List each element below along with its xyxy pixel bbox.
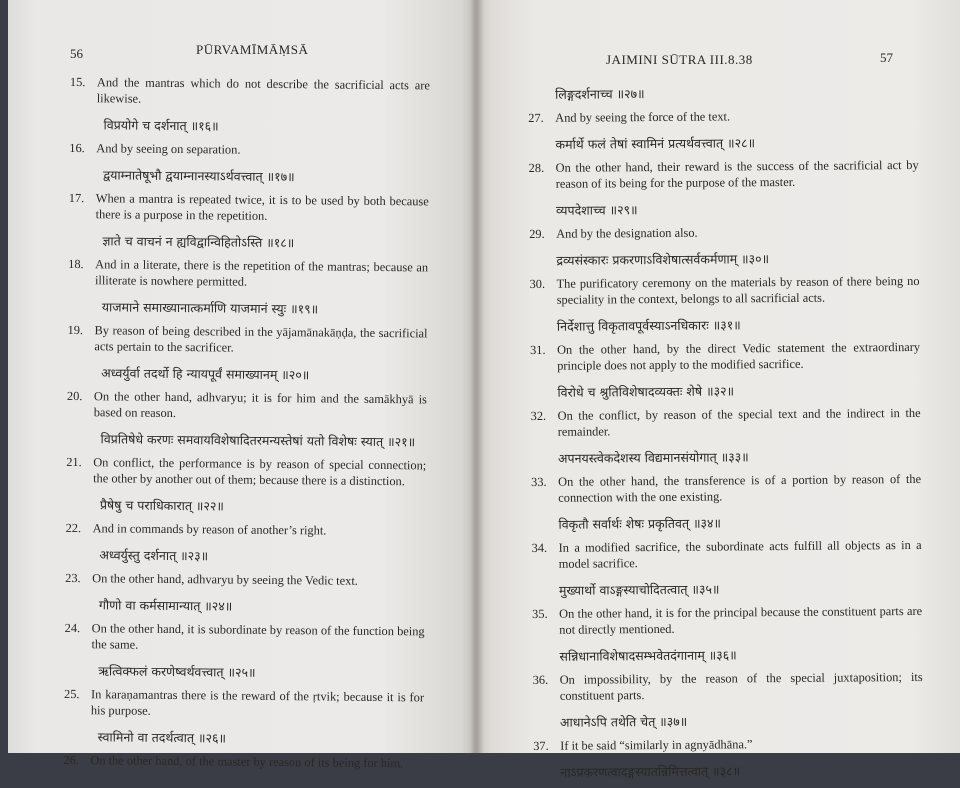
left-running-title: PŪRVAMĪMĀṂSĀ	[196, 42, 309, 57]
translation-text	[530, 339, 920, 374]
sutra-entry	[529, 199, 919, 252]
sutra-number: 26.	[63, 752, 79, 768]
sutra-entry	[532, 645, 923, 714]
translation-body: In karaṇamantras there is the reward of the ṛtvik; because it is for his purpose.	[90, 687, 425, 718]
sanskrit-sutra: अध्वर्युर्वा तदर्थो हि न्यायपूर्वं समाख्यानम् ॥२०॥	[101, 365, 310, 383]
sutra-number: 28.	[528, 160, 545, 175]
translation-text	[67, 322, 427, 357]
translation-text	[70, 74, 430, 109]
translation-body: On the other hand, by the direct Vedic statement the extraordinary principle does not apply to the modified sacrifice.	[557, 339, 921, 373]
sanskrit-sutra: विकृतौ सर्वार्थः शेषः प्रकृतिवत् ॥३४॥	[558, 515, 722, 532]
sanskrit-sutra: मुख्यार्थो वाऽङ्गस्याचोदितत्वात् ॥३५॥	[558, 581, 720, 598]
sanskrit-sutra: सन्निधानाविशेषादसम्भवेतदंगानाम् ॥३६॥	[559, 647, 737, 664]
sanskrit-sutra: नाऽप्रकरणत्वादङ्गस्यातन्निमित्तत्वात् ॥३८॥	[560, 763, 741, 780]
translation-body: And by seeing the force of the text.	[555, 109, 731, 125]
sanskrit-sutra: व्यपदेशाच्च ॥२९॥	[555, 202, 638, 218]
translation-body: On the other hand, the transference is of a portion by reason of the connection with the one existing.	[558, 471, 922, 505]
sutra-entry	[528, 83, 918, 136]
left-page	[8, 0, 476, 771]
translation-text	[66, 454, 426, 489]
left-page-number: 56	[70, 46, 83, 61]
translation-body: If it be said “similarly in agnyādhāna.”	[560, 737, 753, 753]
translation-text	[67, 388, 427, 423]
sutra-number: 15.	[69, 74, 86, 90]
translation-text	[65, 570, 425, 589]
translation-text	[531, 405, 921, 440]
translation-body: On the conflict, by reason of the special text and the indirect in the remainder.	[557, 405, 921, 439]
sanskrit-sutra: द्रव्यसंस्कारः प्रकरणाऽविशेषात्सर्वकर्मणाम् ॥३०॥	[556, 251, 770, 268]
sanskrit-sutra: प्रैषेषु च पराधिकारात् ॥२२॥	[99, 497, 225, 514]
sutra-number: 25.	[63, 686, 80, 702]
sanskrit-sutra: याजमाने समाख्यानात्कर्माणि याजमानं स्युः ॥१९॥	[101, 299, 319, 317]
translation-text	[529, 273, 919, 308]
sutra-number: 16.	[69, 140, 85, 156]
sutra-entry	[529, 249, 920, 318]
sutra-entry	[64, 596, 425, 665]
translation-body: And by the designation also.	[556, 225, 698, 241]
sanskrit-sutra: कर्मार्थे फलं तेषां स्वामिनं प्रत्यर्थवत्त्वात् ॥२८॥	[555, 135, 756, 152]
translation-body: When a mantra is repeated twice, it is to be used by both because there is a purpose in the repetition.	[95, 191, 429, 223]
sutra-entry	[68, 232, 429, 301]
sanskrit-sutra: गौणो वा कर्मसामान्यात् ॥२४॥	[98, 597, 233, 614]
sutra-number: 37.	[533, 738, 549, 753]
translation-text	[532, 603, 922, 638]
translation-body: And in commands by reason of another’s right.	[92, 521, 327, 538]
translation-body: In a modified sacrifice, the subordinate acts fulfill all objects as in a model sacrifice.	[558, 537, 922, 571]
sutra-entry	[65, 496, 425, 549]
sanskrit-sutra: विरोधे च श्रुतिविशेषादव्यक्तः शेषे ॥३२॥	[557, 383, 735, 400]
left-page-text	[63, 74, 430, 771]
sutra-entry	[67, 298, 428, 367]
sutra-number: 22.	[65, 520, 82, 536]
sutra-entry	[63, 728, 423, 771]
sutra-number: 27.	[528, 110, 544, 125]
sanskrit-sutra: ज्ञाते च वाचनं न ह्यविद्वान्विहितोऽस्ति ॥१८॥	[102, 233, 295, 251]
sutra-entry	[66, 430, 427, 499]
sutra-number: 30.	[529, 276, 546, 291]
sanskrit-sutra: आधानेऽपि तथेति चेत् ॥३७॥	[559, 713, 688, 730]
sanskrit-sutra: अध्वर्युस्तु दर्शनात् ॥२३॥	[99, 547, 209, 564]
sutra-entry	[64, 662, 425, 731]
book-gutter	[470, 0, 484, 753]
translation-body: On the other hand, adhvaryu by seeing the Vedic text.	[92, 571, 358, 588]
translation-body: On conflict, the performance is by reason of special connection; the other by another out of them; because there is a distinction.	[93, 455, 427, 489]
translation-body: The purificatory ceremony on the materials by reason of there being no speciality in the context, belongs to all sacrificial acts.	[556, 273, 920, 307]
translation-text	[533, 669, 923, 704]
translation-body: And in a literate, there is the repetition of the mantras; because an illiterate is nowhere permitted.	[94, 257, 429, 289]
right-page-number: 57	[880, 50, 893, 65]
sutra-entry	[68, 166, 429, 235]
translation-text	[531, 471, 921, 506]
sanskrit-sutra: निर्देशात्तु विकृतावपूर्वस्याऽनधिकारः ॥३१॥	[556, 317, 741, 334]
sutra-number: 24.	[64, 620, 81, 636]
right-page-text	[528, 83, 924, 788]
sanskrit-sutra: विप्रयोगे च दर्शनात् ॥१६॥	[103, 117, 219, 134]
sutra-entry	[531, 447, 922, 516]
sutra-number: 36.	[532, 672, 549, 687]
sutra-number: 32.	[530, 408, 547, 423]
sanskrit-sutra: अपनयस्त्वेकदेशस्य विद्यमानसंयोगात् ॥३३॥	[557, 449, 749, 466]
translation-body: On impossibility, by the reason of the special juxtaposition; its constituent parts.	[559, 669, 923, 703]
sutra-number: 21.	[66, 454, 82, 470]
sutra-entry	[65, 546, 425, 599]
sutra-number: 23.	[65, 570, 81, 586]
translation-text	[63, 752, 423, 771]
sutra-number: 31.	[530, 342, 546, 357]
right-running-title: JAIMINI SŪTRA III.8.38	[606, 52, 753, 67]
sutra-number: 34.	[531, 540, 548, 555]
sutra-number: 29.	[529, 226, 545, 241]
sanskrit-sutra: ऋत्विक्फलं करणेष्वर्थवत्त्वात् ॥२५॥	[98, 663, 256, 680]
sutra-entry	[70, 74, 430, 119]
sanskrit-sutra: लिङ्गदर्शनाच्च ॥२७॥	[555, 86, 645, 102]
sutra-entry	[67, 364, 428, 433]
sutra-entry	[532, 579, 923, 648]
sutra-number: 18.	[68, 256, 84, 272]
sutra-number: 33.	[531, 474, 547, 489]
sutra-entry	[533, 711, 923, 764]
translation-body: And the mantras which do not describe the sacrificial acts are likewise.	[96, 75, 430, 106]
translation-body: And by seeing on separation.	[96, 141, 241, 157]
translation-body: On the other hand, adhvaryu; it is for him and the samākhyā is based on reason.	[93, 389, 427, 421]
sutra-number: 20.	[66, 388, 83, 404]
translation-body: On the other hand, it is for the principal because the constituent parts are not directly mentioned.	[559, 603, 923, 637]
sutra-entry	[531, 513, 922, 582]
sutra-entry	[530, 381, 921, 450]
translation-text	[532, 537, 922, 572]
translation-body: By reason of being described in the yājamānakāṇḍa, the sacrificial acts pertain to the sacrificer.	[94, 323, 428, 355]
sanskrit-sutra: स्वामिनो वा तदर्थत्वात् ॥२६॥	[97, 729, 227, 746]
translation-text	[64, 620, 424, 655]
sanskrit-sutra: विप्रतिषेधे करणः समवायविशेषादितरमन्यस्तेषां यतो विशेषः स्यात् ॥२१॥	[100, 431, 416, 450]
sutra-entry	[528, 133, 919, 202]
translation-text	[68, 256, 428, 291]
translation-text	[69, 190, 429, 225]
sutra-number: 17.	[68, 190, 85, 206]
translation-body: On the other hand, of the master by reason of its being for him.	[90, 753, 404, 771]
translation-body: On the other hand, their reward is the success of the sacrificial act by reason of its being for the purpose of the master.	[555, 157, 919, 191]
translation-text	[529, 157, 919, 192]
translation-text	[64, 686, 424, 721]
sutra-number: 19.	[67, 322, 84, 338]
sanskrit-sutra: द्वयाम्नातेषूभौ द्वयाम्नानस्याऽर्थवत्त्वात् ॥१७॥	[102, 167, 295, 185]
sutra-entry	[533, 761, 923, 788]
right-page	[476, 0, 960, 780]
sutra-number: 35.	[532, 606, 548, 621]
translation-body: On the other hand, it is subordinate by reason of the function being the same.	[91, 621, 425, 652]
sutra-entry	[69, 116, 429, 169]
sutra-entry	[530, 315, 921, 384]
